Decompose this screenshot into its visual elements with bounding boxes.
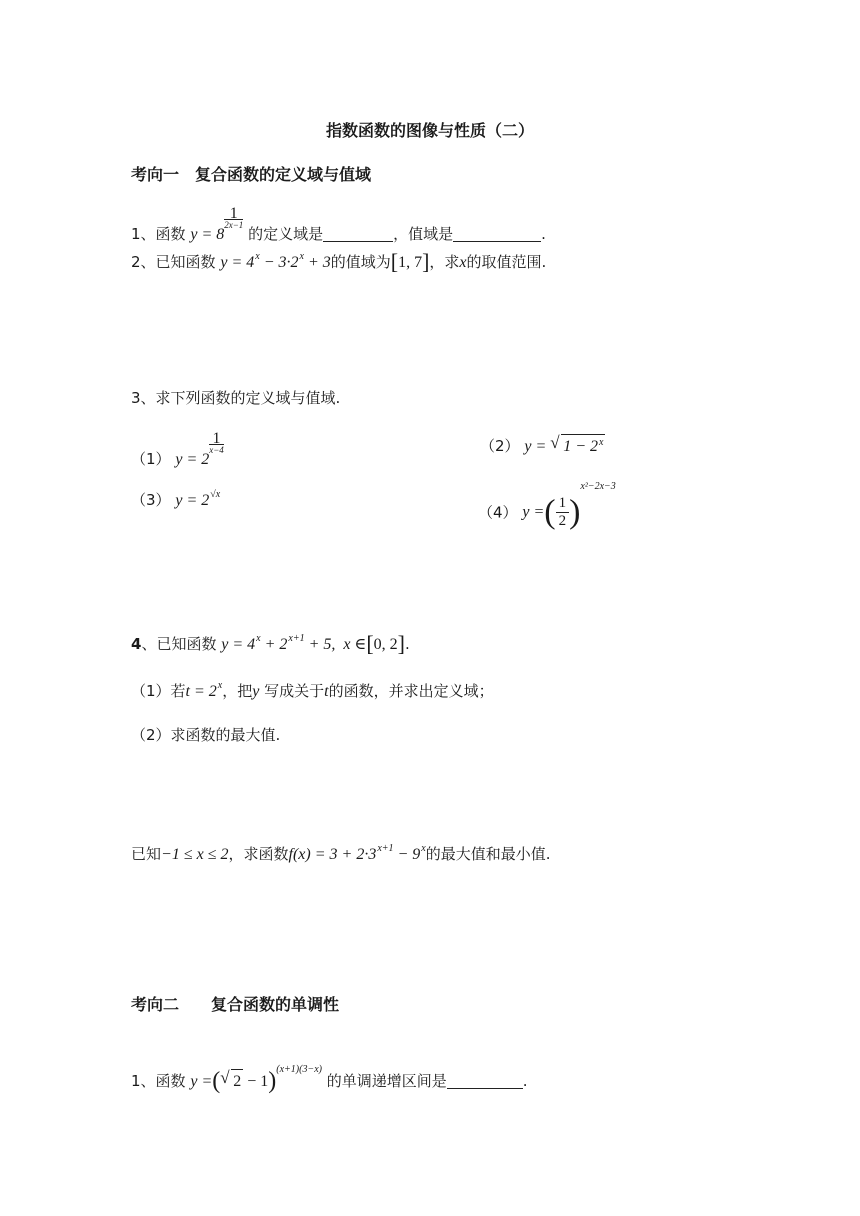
q6-blank[interactable] — [447, 1072, 523, 1089]
question-3-intro: 3、求下列函数的定义域与值域. — [131, 389, 341, 407]
q3-1-formula: y = 2 $\frac{1}{x-4}$ — [175, 430, 224, 468]
question-3-item-1: （1） y = 2 $\frac{1}{x-4}$ — [131, 430, 224, 468]
q1-text-range: ，值域是 — [393, 225, 454, 243]
question-4-part-1: （1）若$t = 2^x$，把y 写成关于t的函数，并求出定义域； — [131, 680, 494, 700]
q2-variable: x — [459, 254, 467, 271]
question-3-item-4: （4） y =( $\frac{1}{2})^{x^2-2x-3}$ — [478, 481, 616, 531]
q2-range-value: 1, 7 — [398, 254, 423, 271]
q1-blank-domain[interactable] — [323, 225, 393, 242]
question-5: 已知−1 ≤ x ≤ 2，求函数$f(x) = 3 + 2\cdot 3^{x+1} - 9^x$的最大值和最小值. — [131, 843, 551, 863]
page-title: 指数函数的图像与性质（二） — [325, 121, 534, 140]
q6-formula: y = — [190, 1073, 213, 1090]
section-heading-1: 考向一 复合函数的定义域与值域 — [131, 165, 372, 184]
q1-blank-range[interactable] — [453, 225, 541, 242]
q2-text-range: 的值域为 — [330, 253, 391, 271]
q3-3-formula: $y = 2^{√x}$ — [175, 489, 221, 509]
q4-substitution: $t = 2^x$ — [185, 680, 223, 700]
q3-4-formula: y = — [522, 503, 545, 521]
question-6: 1、函数 y =(√ 2 − 1)$^{(x+1)(3-x)}$ 的单调递增区间是 . — [131, 1058, 528, 1094]
q2-formula: $y = 4^x - 3\cdot 2^x + 3$ — [220, 251, 331, 271]
q1-prefix: 1、函数 — [131, 225, 186, 243]
q4-formula: $y = 4^x + 2^{x+1} + 5$, x ∈ — [221, 633, 367, 653]
section-heading-2: 考向二 复合函数的单调性 — [131, 995, 340, 1014]
question-4: 4、已知函数 $y = 4^x + 2^{x+1} + 5$, x ∈[0, 2]. — [131, 631, 410, 656]
q3-2-formula: y = √ $1 - 2^x$ — [524, 438, 605, 455]
question-3-item-3: （3） $y = 2^{√x}$ — [131, 489, 221, 509]
question-2: 2、已知函数 $y = 4^x - 3\cdot 2^x + 3$的值域为[1, 7]，求x的取值范围. — [131, 249, 547, 274]
q1-text-domain: 的定义域是 — [248, 225, 324, 243]
question-3-item-2: （2） y = √ $1 - 2^x$ — [480, 434, 605, 461]
q2-prefix: 2、已知函数 — [131, 253, 216, 271]
q5-formula: $f(x) = 3 + 2\cdot 3^{x+1} - 9^x$ — [288, 843, 426, 863]
question-4-part-2: （2）求函数的最大值. — [131, 726, 281, 744]
question-1: 1、函数 y = 8 $\frac{1}{2x-1}$ 的定义域是 ，值域是 . — [131, 205, 546, 243]
q1-formula: y = 8 $\frac{1}{2x-1}$ — [190, 205, 244, 243]
q4-domain: 0, 2 — [373, 636, 398, 653]
q5-condition: −1 ≤ x ≤ 2 — [161, 846, 229, 863]
